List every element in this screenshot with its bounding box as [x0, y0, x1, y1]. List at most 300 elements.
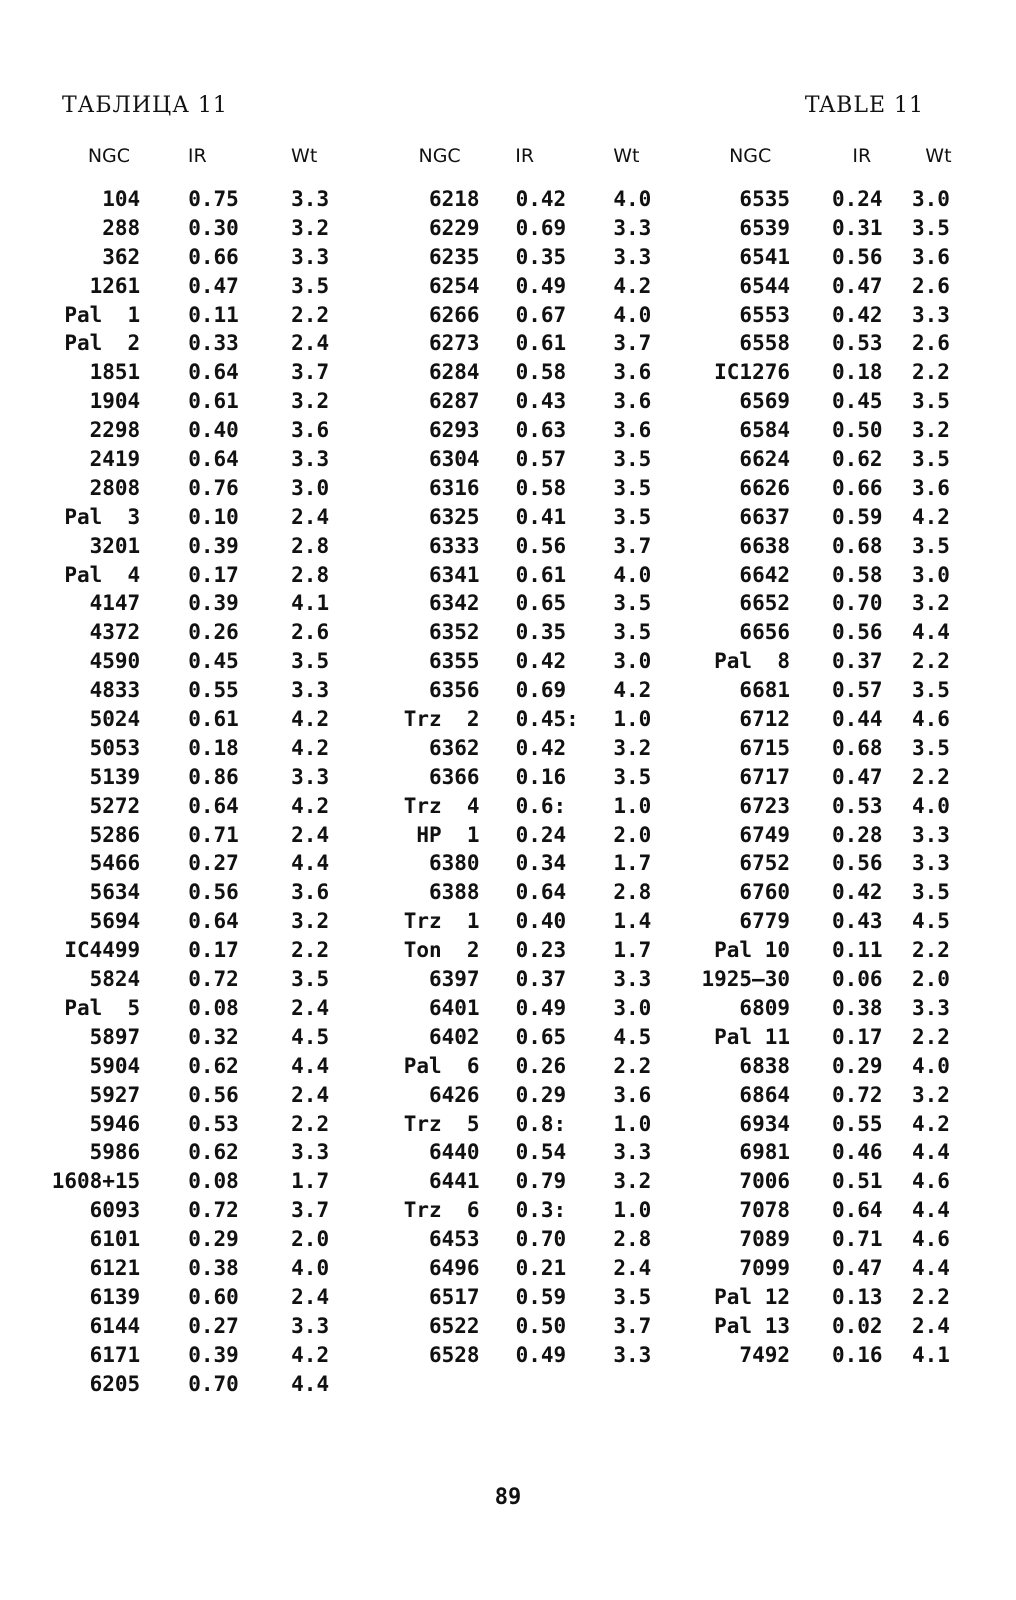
- cell-wt: 4.2: [613, 678, 652, 703]
- cell-ngc: 1851: [89, 360, 141, 385]
- cell-ngc: Pal 12: [714, 1284, 790, 1309]
- table-row: [50, 1372, 350, 1401]
- cell-ir: 0.54: [515, 1140, 567, 1165]
- cell-ir: 0.23: [515, 938, 567, 963]
- cell-ir: 0.41: [515, 504, 567, 529]
- cell-ngc: 5927: [89, 1082, 141, 1107]
- cell-ngc: 6838: [739, 1053, 790, 1078]
- cell-wt: 2.4: [291, 995, 330, 1020]
- table-row: [50, 938, 350, 967]
- cell-ngc: 6637: [739, 504, 790, 529]
- table-row: [690, 678, 980, 707]
- table-row: [50, 649, 350, 678]
- cell-wt: 2.2: [912, 1284, 950, 1309]
- cell-wt: 4.4: [291, 1053, 330, 1078]
- cell-ngc: 5986: [89, 1140, 141, 1165]
- table-row: [50, 274, 350, 303]
- cell-wt: 2.2: [291, 1111, 330, 1136]
- cell-wt: 3.5: [912, 678, 950, 703]
- cell-ir: 0.45:: [515, 707, 579, 732]
- table-row: [372, 736, 672, 765]
- table-row: [690, 447, 980, 476]
- cell-ir: 0.65: [515, 591, 567, 616]
- cell-wt: 3.3: [291, 764, 330, 789]
- cell-ngc: 6638: [739, 533, 790, 558]
- cell-ir: 0.17: [188, 562, 239, 587]
- table-row: [372, 1140, 672, 1169]
- cell-ir: 0.70: [515, 1227, 567, 1252]
- cell-wt: 1.7: [291, 1169, 330, 1194]
- cell-ir: 0.47: [832, 273, 883, 298]
- cell-ir: 0.53: [188, 1111, 239, 1136]
- table-row: [372, 1314, 672, 1343]
- cell-ngc: 4372: [89, 620, 141, 645]
- cell-ir: 0.65: [515, 1024, 567, 1049]
- cell-ngc: 6218: [428, 187, 480, 211]
- cell-ngc: 6712: [739, 707, 790, 732]
- cell-wt: 2.6: [912, 273, 950, 298]
- cell-ir: 0.32: [188, 1024, 239, 1049]
- cell-ir: 0.44: [832, 707, 883, 732]
- cell-ngc: Trz 6: [403, 1198, 480, 1223]
- cell-wt: 3.0: [291, 475, 330, 500]
- cell-ngc: 6517: [428, 1284, 480, 1309]
- table-row: [372, 360, 672, 389]
- table-row: [372, 823, 672, 852]
- cell-ir: 0.24: [515, 822, 567, 847]
- cell-ir: 0.39: [188, 533, 239, 558]
- table-row: [690, 187, 980, 216]
- table-row: [372, 909, 672, 938]
- cell-wt: 2.8: [613, 1227, 652, 1252]
- cell-wt: 4.4: [291, 1371, 330, 1396]
- table-row: [50, 389, 350, 418]
- cell-ir: 0.33: [188, 331, 239, 356]
- cell-ngc: 4833: [89, 678, 141, 703]
- table-row: [50, 823, 350, 852]
- header-wt: Wt: [925, 145, 952, 167]
- cell-ir: 0.18: [832, 360, 883, 385]
- cell-ngc: 5946: [89, 1111, 141, 1136]
- cell-wt: 2.8: [291, 562, 330, 587]
- cell-wt: 3.5: [912, 447, 950, 472]
- cell-ir: 0.42: [832, 880, 883, 905]
- cell-wt: 3.5: [613, 1284, 652, 1309]
- cell-ir: 0.17: [832, 1024, 883, 1049]
- cell-ngc: 6266: [428, 302, 480, 327]
- cell-ngc: 6656: [739, 620, 790, 645]
- cell-ngc: 6453: [428, 1227, 480, 1252]
- cell-ngc: 6809: [739, 995, 790, 1020]
- table-row: [50, 620, 350, 649]
- cell-ngc: 6356: [428, 678, 480, 703]
- cell-ir: 0.27: [188, 1313, 239, 1338]
- cell-ngc: 6624: [739, 447, 790, 472]
- table-row: [690, 707, 980, 736]
- table-row: [690, 418, 980, 447]
- cell-ngc: Trz 1: [403, 909, 480, 934]
- table-row: [50, 967, 350, 996]
- cell-ngc: 6642: [739, 562, 790, 587]
- cell-ir: 0.37: [515, 967, 567, 992]
- header-wt: Wt: [291, 145, 318, 167]
- cell-wt: 2.0: [613, 822, 652, 847]
- cell-wt: 2.0: [912, 967, 950, 992]
- table-row: [50, 1140, 350, 1169]
- cell-ir: 0.06: [832, 967, 883, 992]
- page-number: 89: [494, 1485, 522, 1510]
- table-row: [50, 1343, 350, 1372]
- table-row: [50, 880, 350, 909]
- table-row: [50, 1025, 350, 1054]
- cell-ngc: 6284: [428, 360, 480, 385]
- cell-ngc: 6144: [89, 1313, 141, 1338]
- table-row: [372, 765, 672, 794]
- cell-ir: 0.58: [515, 360, 567, 385]
- header-ngc: NGC: [418, 145, 461, 167]
- cell-ir: 0.76: [188, 475, 239, 500]
- table-row: [372, 938, 672, 967]
- cell-ir: 0.64: [188, 360, 239, 385]
- cell-ngc: 7089: [739, 1227, 790, 1252]
- cell-ngc: Pal 1: [64, 302, 141, 327]
- table-row: [690, 360, 980, 389]
- cell-ngc: 6388: [428, 880, 480, 905]
- table-row: [372, 1083, 672, 1112]
- cell-wt: 2.6: [291, 620, 330, 645]
- table-row: [372, 678, 672, 707]
- table-column-3: [690, 145, 980, 1372]
- cell-ngc: 6441: [428, 1169, 480, 1194]
- cell-ngc: 6535: [739, 187, 790, 211]
- cell-wt: 2.4: [291, 331, 330, 356]
- table-row: [50, 1256, 350, 1285]
- cell-ngc: 1261: [89, 273, 141, 298]
- table-row: [50, 216, 350, 245]
- cell-ir: 0.37: [832, 649, 883, 674]
- cell-ir: 0.61: [515, 562, 567, 587]
- cell-ir: 0.64: [832, 1198, 883, 1223]
- cell-ngc: Pal 2: [64, 331, 141, 356]
- cell-ngc: 6101: [89, 1227, 141, 1252]
- cell-ir: 0.68: [832, 533, 883, 558]
- cell-ngc: 5897: [89, 1024, 141, 1049]
- cell-wt: 4.4: [912, 1140, 950, 1165]
- cell-ngc: 6934: [739, 1111, 790, 1136]
- cell-ir: 0.10: [188, 504, 239, 529]
- table-row: [690, 245, 980, 274]
- cell-wt: 3.2: [291, 909, 330, 934]
- cell-ir: 0.39: [188, 1342, 239, 1367]
- cell-ir: 0.56: [832, 851, 883, 876]
- cell-ir: 0.58: [832, 562, 883, 587]
- cell-ir: 0.71: [832, 1227, 883, 1252]
- cell-ir: 0.55: [188, 678, 239, 703]
- cell-ir: 0.69: [515, 678, 567, 703]
- cell-ir: 0.45: [832, 389, 883, 414]
- cell-ir: 0.28: [832, 822, 883, 847]
- cell-wt: 4.0: [613, 187, 652, 211]
- cell-ir: 0.02: [832, 1313, 883, 1338]
- table-row: [690, 620, 980, 649]
- cell-ir: 0.13: [832, 1284, 883, 1309]
- cell-ngc: 6229: [428, 215, 480, 240]
- table-row: [372, 1343, 672, 1372]
- table-row: [372, 274, 672, 303]
- cell-wt: 2.2: [912, 764, 950, 789]
- table-row: [372, 447, 672, 476]
- cell-wt: 3.0: [613, 995, 652, 1020]
- cell-ir: 0.40: [515, 909, 567, 934]
- cell-wt: 3.0: [912, 187, 950, 211]
- cell-ngc: 6541: [739, 244, 790, 269]
- cell-ir: 0.43: [832, 909, 883, 934]
- cell-ngc: 6981: [739, 1140, 790, 1165]
- cell-wt: 2.2: [912, 649, 950, 674]
- table-row: [372, 591, 672, 620]
- cell-ngc: Pal 6: [403, 1053, 480, 1078]
- cell-ngc: 2298: [89, 418, 141, 443]
- cell-ir: 0.34: [515, 851, 567, 876]
- cell-ir: 0.64: [515, 880, 567, 905]
- cell-ngc: 6362: [428, 735, 480, 760]
- table-row: [690, 216, 980, 245]
- table-row: [690, 1140, 980, 1169]
- cell-wt: 3.7: [291, 360, 330, 385]
- cell-ir: 0.27: [188, 851, 239, 876]
- cell-wt: 3.6: [291, 880, 330, 905]
- cell-ngc: 5272: [89, 793, 141, 818]
- cell-ir: 0.59: [515, 1284, 567, 1309]
- header-ir: IR: [852, 145, 872, 167]
- cell-wt: 4.4: [291, 851, 330, 876]
- table-row: [690, 534, 980, 563]
- cell-ngc: 5904: [89, 1053, 141, 1078]
- cell-wt: 3.6: [613, 418, 652, 443]
- table-row: [690, 996, 980, 1025]
- cell-ngc: 5634: [89, 880, 141, 905]
- cell-wt: 4.6: [912, 707, 950, 732]
- table-column-2: [372, 145, 672, 1372]
- header-ngc: NGC: [729, 145, 772, 167]
- cell-wt: 3.3: [291, 187, 330, 211]
- table-row: [690, 967, 980, 996]
- cell-wt: 3.3: [912, 851, 950, 876]
- cell-ngc: 6273: [428, 331, 480, 356]
- cell-wt: 2.4: [613, 1255, 652, 1280]
- cell-ngc: 2419: [89, 447, 141, 472]
- cell-ngc: IC4499: [64, 938, 141, 963]
- cell-ngc: 6352: [428, 620, 480, 645]
- cell-wt: 2.2: [912, 938, 950, 963]
- table-row: [372, 649, 672, 678]
- cell-wt: 2.4: [912, 1313, 950, 1338]
- cell-ngc: 6528: [428, 1342, 480, 1367]
- cell-ngc: Trz 5: [403, 1111, 480, 1136]
- cell-wt: 3.2: [291, 389, 330, 414]
- table-row: [372, 303, 672, 332]
- cell-ngc: 6316: [428, 475, 480, 500]
- table-row: [50, 1285, 350, 1314]
- cell-ir: 0.53: [832, 793, 883, 818]
- cell-wt: 3.2: [613, 1169, 652, 1194]
- cell-ngc: 6366: [428, 764, 480, 789]
- cell-ir: 0.70: [188, 1371, 239, 1396]
- cell-wt: 1.0: [613, 707, 652, 732]
- table-row: [372, 331, 672, 360]
- table-row: [50, 909, 350, 938]
- cell-wt: 4.0: [613, 302, 652, 327]
- table-row: [372, 216, 672, 245]
- table-row: [372, 245, 672, 274]
- cell-ngc: 1608+15: [51, 1169, 141, 1194]
- cell-wt: 4.0: [613, 562, 652, 587]
- cell-wt: 3.0: [613, 649, 652, 674]
- header-ngc: NGC: [87, 145, 131, 167]
- cell-ngc: 6293: [428, 418, 480, 443]
- cell-ngc: 6426: [428, 1082, 480, 1107]
- cell-ir: 0.3:: [515, 1198, 567, 1223]
- cell-ir: 0.79: [515, 1169, 567, 1194]
- table-row: [690, 1343, 980, 1372]
- cell-ngc: 6401: [428, 995, 480, 1020]
- table-row: [50, 534, 350, 563]
- table-row: [372, 1025, 672, 1054]
- cell-ir: 0.31: [832, 215, 883, 240]
- cell-ir: 0.59: [832, 504, 883, 529]
- table-row: [50, 736, 350, 765]
- table-row: [690, 794, 980, 823]
- table-row: [372, 1285, 672, 1314]
- table-row: [50, 1083, 350, 1112]
- cell-ngc: 6333: [428, 533, 480, 558]
- cell-wt: 3.5: [291, 967, 330, 992]
- table-row: [690, 1198, 980, 1227]
- cell-wt: 3.3: [291, 1140, 330, 1165]
- cell-wt: 3.6: [912, 475, 950, 500]
- cell-ir: 0.55: [832, 1111, 883, 1136]
- table-row: [50, 1227, 350, 1256]
- cell-ngc: 6397: [428, 967, 480, 992]
- cell-ngc: Trz 4: [403, 793, 480, 818]
- table-row: [690, 1054, 980, 1083]
- table-row: [50, 187, 350, 216]
- table-row: [50, 447, 350, 476]
- cell-wt: 3.3: [291, 1313, 330, 1338]
- cell-wt: 2.2: [912, 1024, 950, 1049]
- cell-ngc: 5694: [89, 909, 141, 934]
- table-row: [372, 534, 672, 563]
- cell-ngc: 6715: [739, 735, 790, 760]
- cell-wt: 4.0: [912, 793, 950, 818]
- table-row: [690, 331, 980, 360]
- cell-wt: 2.6: [912, 331, 950, 356]
- cell-wt: 3.5: [912, 215, 950, 240]
- cell-ir: 0.11: [188, 302, 239, 327]
- cell-ngc: 6652: [739, 591, 790, 616]
- table-row: [690, 274, 980, 303]
- cell-ngc: 6569: [739, 389, 790, 414]
- cell-ngc: 6717: [739, 764, 790, 789]
- cell-ngc: HP 1: [416, 822, 480, 847]
- cell-wt: 3.5: [291, 273, 330, 298]
- cell-wt: 4.5: [613, 1024, 652, 1049]
- table-row: [50, 303, 350, 332]
- cell-ngc: 5466: [89, 851, 141, 876]
- table-row: [372, 996, 672, 1025]
- cell-wt: 2.4: [291, 1082, 330, 1107]
- table-title-english: TABLE 11: [804, 93, 924, 118]
- cell-wt: 3.3: [613, 1140, 652, 1165]
- cell-wt: 1.0: [613, 1198, 652, 1223]
- table-column-1: [50, 145, 350, 1400]
- cell-ngc: Pal 13: [714, 1313, 790, 1338]
- table-row: [372, 851, 672, 880]
- cell-wt: 3.6: [613, 1082, 652, 1107]
- table-row: [690, 1169, 980, 1198]
- cell-ir: 0.35: [515, 620, 567, 645]
- cell-ngc: 7099: [739, 1255, 790, 1280]
- cell-ngc: 6139: [89, 1284, 141, 1309]
- table-row: [50, 418, 350, 447]
- cell-ir: 0.40: [188, 418, 239, 443]
- table-row: [50, 563, 350, 592]
- cell-wt: 3.5: [613, 475, 652, 500]
- table-row: [372, 1256, 672, 1285]
- table-row: [50, 1198, 350, 1227]
- cell-ir: 0.16: [832, 1342, 883, 1367]
- cell-wt: 3.5: [291, 649, 330, 674]
- table-row: [372, 620, 672, 649]
- cell-wt: 3.2: [912, 591, 950, 616]
- cell-ir: 0.17: [188, 938, 239, 963]
- table-row: [372, 1227, 672, 1256]
- cell-ir: 0.08: [188, 1169, 239, 1194]
- cell-ir: 0.56: [188, 1082, 239, 1107]
- cell-ir: 0.39: [188, 591, 239, 616]
- cell-ngc: 6522: [428, 1313, 480, 1338]
- cell-ir: 0.72: [188, 967, 239, 992]
- table-row: [690, 1227, 980, 1256]
- table-row: [50, 591, 350, 620]
- table-row: [690, 851, 980, 880]
- cell-ir: 0.56: [515, 533, 567, 558]
- cell-wt: 2.0: [291, 1227, 330, 1252]
- table-row: [690, 1256, 980, 1285]
- table-row: [50, 360, 350, 389]
- table-row: [690, 736, 980, 765]
- cell-ir: 0.66: [832, 475, 883, 500]
- cell-ir: 0.26: [515, 1053, 567, 1078]
- cell-ngc: 6304: [428, 447, 480, 472]
- cell-ngc: 6171: [89, 1342, 141, 1367]
- cell-ngc: 5824: [89, 967, 141, 992]
- table-row: [690, 938, 980, 967]
- table-row: [690, 505, 980, 534]
- table-row: [50, 245, 350, 274]
- cell-ir: 0.62: [832, 447, 883, 472]
- cell-ngc: 6205: [89, 1371, 141, 1396]
- cell-ngc: 7492: [739, 1342, 790, 1367]
- cell-ir: 0.86: [188, 764, 239, 789]
- column-header-row: [690, 145, 980, 187]
- cell-ir: 0.68: [832, 735, 883, 760]
- cell-wt: 3.7: [613, 331, 652, 356]
- table-row: [50, 996, 350, 1025]
- cell-ir: 0.75: [188, 187, 239, 211]
- cell-ir: 0.21: [515, 1255, 567, 1280]
- cell-ir: 0.50: [515, 1313, 567, 1338]
